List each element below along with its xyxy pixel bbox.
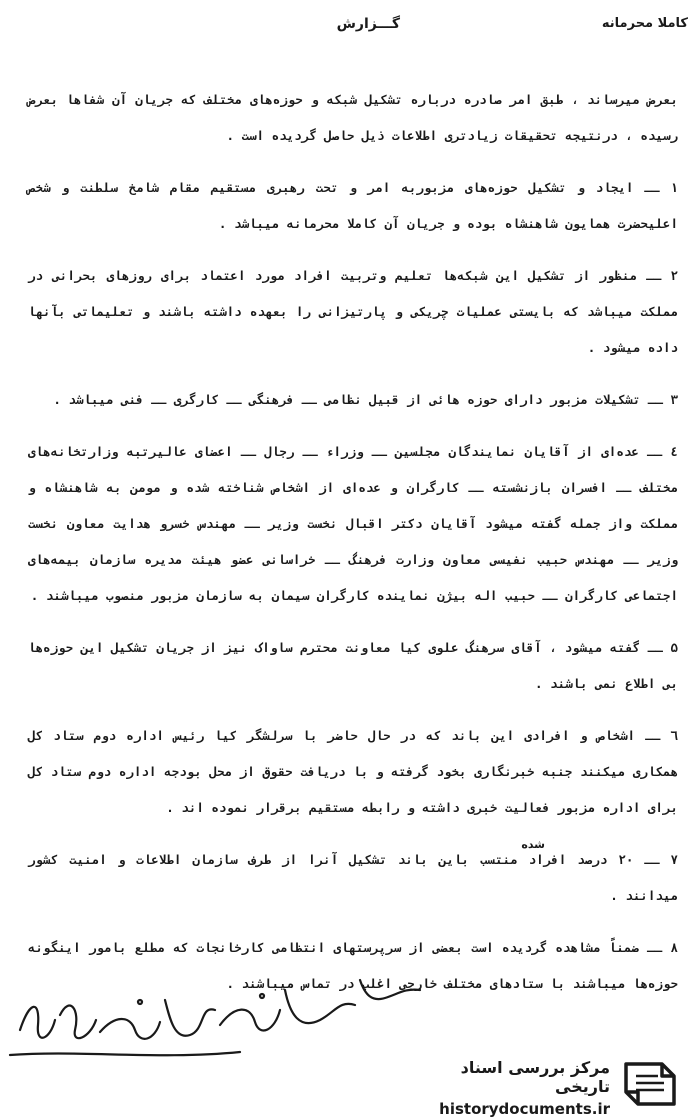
item-6: ٦ ــ اشخاص و افرادی این باند که در حال حاضر با سرلشگر کیا رئیس اداره دوم ستاد کل همکاری میکنند جنبه خبرنگاری بخود گرفته و با دریافت حقوق از محل بودجه اداره دوم ستاد کل برای اداره مزبور فعالیت خبری داشته و رابطه مستقیم برقرار نموده اند . [28,728,678,815]
item-2: ۲ ــ منظور از تشکیل این شبکه‌ها تعلیم وتربیت افراد مورد اعتماد برای روزهای بحرانی در مملکت میباشد که بایستی عملیات چریکی و پارتیزانی را بعهده داشته باشند و تعلیماتی بآنها داده میشود . [28,268,678,355]
item-8: ۸ ــ ضمناً مشاهده گردیده است بعضی از سرپرستهای انتظامی کارخانجات که مطلع بامور اینگونه حوزه‌ها میباشند با ستادهای مختلف خارجی اغلب در تماس میباشند . [28,940,678,991]
intro-paragraph: بعرض میرساند ، طبق امر صادره درباره تشکیل شبکه و حوزه‌های مختلف که جریان آن شفاها بعرض رسیده ، درنتیجه تحقیقات زیادتری اطلاعات ذیل حاصل گردیده است . [28,92,678,143]
item-3: ۳ ــ تشکیلات مزبور دارای حوزه هائی از قبیل نظامی ــ فرهنگی ــ کارگری ــ فنی میباشد . [53,392,678,407]
item-7: ۷ ــ ۲۰ درصد افراد منتسب باین باند تشکیل آنرا از طرف سازمان اطلاعات و امنیت کشور میدانند . [28,852,678,903]
stamp-title: مرکز بررسی اسناد تاریخی [460,1058,610,1096]
report-body [28,82,678,1018]
document-roll-icon [618,1056,682,1110]
report-title: گـــزارش [336,16,400,32]
handwritten-signature [0,960,440,1070]
classification-label: کاملا محرمانه [601,16,688,31]
item-4: ٤ ــ عده‌ای از آقایان نمایندگان مجلسین ــ وزراء ــ رجال ــ اعضای عالیرتبه وزارتخانه‌های مختلف ــ افسران بازنشسته ــ کارگران و عده‌ای از اشخاص شناخته شده و مومن به شاهنشاه و مملکت واز جمله گفته میشود آقایان دکتر اقبال نخست وزیر ــ مهندس خسرو هدایت معاون نخست وزیر ــ مهندس حبیب نفیسی معاون وزارت فرهنگ ــ خراسانی عضو هیئت مدیره سازمان بیمه‌های اجتماعی کارگران ــ حبیب اله بیژن نماینده کارگران سیمان به سازمان مزبور منصوب میباشند . [28,444,678,603]
archive-stamp [402,1052,692,1118]
item-5: ۵ ــ گفته میشود ، آقای سرهنگ علوی کیا معاونت محترم ساواک نیز از جریان تشکیل این حوزه‌ها بی اطلاع نمی باشند . [28,640,678,691]
handwritten-annotation: شده [521,838,545,851]
stamp-url: historydocuments.ir [439,1100,610,1118]
item-1: ۱ ــ ایجاد و تشکیل حوزه‌های مزبوربه امر و تحت رهبری مستقیم مقام شامخ سلطنت و شخص اعلیحضرت همایون شاهنشاه بوده و جریان آن کاملا محرمانه میباشد . [28,180,678,231]
